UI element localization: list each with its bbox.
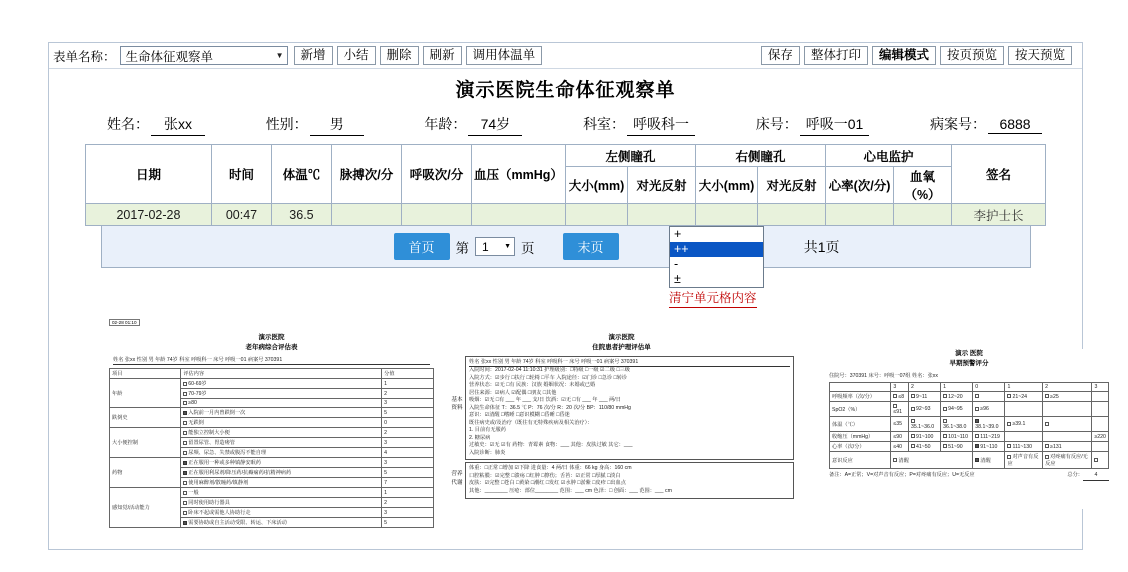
- col-breath: 呼吸次/分: [401, 145, 471, 204]
- thumb1-item: 需要协助或自主活动受限、转运、下床活动: [181, 518, 382, 528]
- table-row[interactable]: [85, 204, 1045, 226]
- thumb1-score: 1: [382, 379, 434, 389]
- thumbnail-previews: [49, 311, 1106, 551]
- thumb3-table: [829, 382, 1109, 469]
- thumb3-cell: 清醒: [973, 452, 1005, 469]
- patient-department-label: 科室：: [583, 116, 626, 132]
- first-page-button[interactable]: 首页: [394, 233, 450, 260]
- thumb3-cell: ≤90: [891, 432, 909, 442]
- summary-button[interactable]: 小结: [337, 46, 376, 65]
- thumb1-item: 尿频、尿急、失禁或腹泻不能自理: [181, 448, 382, 458]
- thumb3-info: 住院号：370391 床号：呼吸一07组 姓名：张xx: [829, 372, 938, 379]
- cell-date[interactable]: 2017-02-28: [85, 204, 211, 226]
- cell-right-pupil-light[interactable]: [757, 204, 825, 226]
- thumb3-row-name: 收缩压（mmHg）: [830, 432, 891, 442]
- thumb3-cell: ≥131: [1043, 442, 1092, 452]
- thumb1-info-line: 姓名 张xx 性别 男 年龄 74岁 科室 呼吸科一 床号 呼吸一01 病案号 370391: [113, 357, 430, 366]
- thumb1-group-name: 大小便控制: [110, 428, 181, 458]
- thumb3-cell: 对疼痛有反应/无反应: [1043, 452, 1092, 469]
- add-button[interactable]: 新增: [294, 46, 333, 65]
- group-right-pupil: 右侧瞳孔: [695, 145, 825, 167]
- thumb3-cell: ≥96: [973, 402, 1005, 417]
- thumb2-section-label-nutrition: 营养代谢: [451, 471, 463, 486]
- thumb2-hospital: 演示医院: [608, 334, 635, 341]
- col-temperature: 体温℃: [271, 145, 331, 204]
- col-blood-pressure: 血压（mmHg）: [471, 145, 565, 204]
- thumb1-group-name: 跌倒史: [110, 408, 181, 428]
- group-left-pupil: 左侧瞳孔: [565, 145, 695, 167]
- cell-right-pupil-size[interactable]: [695, 204, 757, 226]
- patient-age-label: 年龄：: [424, 116, 467, 132]
- dropdown-option-plusplus[interactable]: ++: [670, 242, 763, 257]
- chevron-down-icon: ▼: [504, 243, 512, 250]
- preview-by-page-button[interactable]: 按页预览: [940, 46, 1004, 65]
- patient-gender-value: 男: [310, 114, 364, 136]
- thumb3-cell: [1043, 432, 1092, 442]
- application-window: [48, 42, 1106, 550]
- vitals-table: [85, 144, 1046, 226]
- thumb3-cell: ≤91: [891, 402, 909, 417]
- toolbar-right-group: [761, 46, 1076, 65]
- thumb3-cell: ≤40: [891, 442, 909, 452]
- table-group-header-row: [85, 145, 1045, 167]
- cell-left-pupil-size[interactable]: [565, 204, 627, 226]
- thumb3-cell: ≥39.1: [1005, 417, 1043, 432]
- thumb2-row: 口腔粘膜：☑完整 □溃疡 □红肿 □擦伤；舌苔：☑正常 □厚腻 □淡白: [469, 472, 621, 479]
- thumb3-cell: ≤35: [891, 417, 909, 432]
- thumb2-title: 住院患者护理评估单: [592, 343, 651, 351]
- page-prefix-label: 第: [455, 240, 470, 256]
- thumb1-score: 3: [382, 508, 434, 518]
- thumb1-score: 5: [382, 468, 434, 478]
- thumb2-row: 入院时间：2017-02-04 11:10:31 护理级别：□特级 □一级 ☑二级 □三级: [469, 367, 630, 374]
- patient-record-no-value: 6888: [988, 116, 1042, 134]
- thumb1-item: 60-69岁: [181, 379, 382, 389]
- thumb3-row-name: 呼吸频率（次/分）: [830, 392, 891, 402]
- patient-bed-label: 床号：: [755, 116, 798, 132]
- group-ecg-monitor: 心电监护: [826, 145, 952, 167]
- thumb3-head: [830, 383, 891, 392]
- cell-breath[interactable]: [401, 204, 471, 226]
- thumb3-row-name: 心率（次/分）: [830, 442, 891, 452]
- thumb3-row-name: 体温（℃）: [830, 417, 891, 432]
- thumb3-cell: [1092, 402, 1109, 417]
- thumb3-head: 2: [1043, 383, 1092, 392]
- thumb1-item: 留置尿管、胃造瘘管: [181, 438, 382, 448]
- toolbar: [49, 43, 1082, 69]
- thumb1-item: 同时使用助行器具: [181, 498, 382, 508]
- thumb1-item: 正在服用一种或多种镇静安眠药: [181, 458, 382, 468]
- patient-info: [107, 114, 1042, 136]
- thumb1-hospital: 演示医院: [258, 334, 285, 341]
- col-spo2: 血氧（%）: [894, 167, 952, 204]
- thumb3-cell: [1005, 432, 1043, 442]
- dropdown-option-plus[interactable]: +: [674, 227, 682, 241]
- thumb3-cell: 9~11: [908, 392, 940, 402]
- thumb1-score: 5: [382, 518, 434, 528]
- thumb3-cell: 101~110: [941, 432, 973, 442]
- thumb1-score: 3: [382, 458, 434, 468]
- thumb1-col-content: 评估内容: [181, 369, 382, 379]
- cell-spo2[interactable]: [894, 204, 952, 226]
- thumb2-row: 其他：________ 压疮：部位________ 范围：___ cm 色泽：□ 创面：___ 范围：___ cm: [469, 488, 672, 494]
- thumb1-stamp: 02-28 01:10: [109, 319, 140, 326]
- thumb1-group-name: 感知觉/活动能力: [110, 488, 181, 528]
- cell-heart-rate[interactable]: [826, 204, 894, 226]
- page-title: 演示医院生命体征观察单: [455, 80, 676, 101]
- thumb3-cell: [1092, 452, 1109, 469]
- thumb3-cell: 38.1~39.0: [973, 417, 1005, 432]
- thumb3-cell: [1043, 417, 1092, 432]
- cell-time[interactable]: 00:47: [211, 204, 271, 226]
- patient-name-value: 张xx: [151, 114, 205, 136]
- thumb2-row: 入院诊断：肺炎: [469, 449, 506, 456]
- thumb3-title: 早期预警评分: [949, 359, 989, 367]
- col-left-pupil-size: 大小(mm): [565, 167, 627, 204]
- call-temperature-sheet-button[interactable]: 调用体温单: [466, 46, 543, 65]
- cell-signature[interactable]: 李护士长: [952, 204, 1046, 226]
- col-pulse: 脉搏次/分: [331, 145, 401, 204]
- thumb3-cell: 41~50: [908, 442, 940, 452]
- col-right-pupil-light: 对光反射: [757, 167, 825, 204]
- patient-bed-value: 呼吸一01: [800, 114, 870, 136]
- thumb2-row: 皮肤：☑完整 □苍白 □黄染 □潮红 □发红 ☑水肿 □淤紫 □皮疹 □出血点: [469, 480, 626, 487]
- patient-record-no-label: 病案号：: [930, 116, 987, 132]
- thumb1-item: ≥80: [181, 399, 382, 408]
- thumb3-cell: 94~95: [941, 402, 973, 417]
- thumb3-total: 总分： 4: [1067, 472, 1109, 481]
- patient-department-value: 呼吸科一: [627, 114, 695, 136]
- save-button[interactable]: 保存: [761, 46, 800, 65]
- chevron-down-icon: ▼: [275, 51, 284, 60]
- thumb3-head: 0: [973, 383, 1005, 392]
- col-time: 时间: [211, 145, 271, 204]
- thumb2-header-line: 姓名 张xx 性别 男 年龄 74岁 科室 呼吸科一 床号 呼吸一01 病案号 370391: [469, 359, 790, 368]
- thumb3-cell: [1092, 392, 1109, 402]
- thumb3-cell: 36.1~38.0: [941, 417, 973, 432]
- cell-pulse[interactable]: [331, 204, 401, 226]
- thumb1-item: 无跌倒: [181, 418, 382, 428]
- thumb3-row-name: 意识反应: [830, 452, 891, 469]
- thumb1-col-score: 分值: [382, 369, 434, 379]
- thumb3-cell: 92~93: [908, 402, 940, 417]
- dropdown-option-minus[interactable]: -: [674, 257, 679, 271]
- thumbnail-early-warning-score[interactable]: [829, 349, 1109, 509]
- thumb1-score: 0: [382, 418, 434, 428]
- patient-department: [583, 114, 695, 136]
- thumb3-cell: ≥25: [1043, 392, 1092, 402]
- pager: [101, 226, 1031, 268]
- thumb1-score: 3: [382, 399, 434, 408]
- thumb3-footnote: 备注：A=正常；V=对声音有反应；P=对疼痛有反应；U=无反应: [829, 472, 975, 479]
- page-number-select[interactable]: [475, 237, 515, 256]
- cell-temperature[interactable]: 36.5: [271, 204, 331, 226]
- thumb2-row: 2. 糖尿病: [469, 434, 491, 441]
- thumb3-cell: 51~90: [941, 442, 973, 452]
- thumb1-item: 入院前一月内曾跌倒一次: [181, 408, 382, 418]
- patient-age: [424, 114, 522, 136]
- thumb2-row: 营养状态：☑无 □有 民族：汉族 婚姻状况：未婚或已婚: [469, 382, 596, 389]
- patient-gender: [266, 114, 364, 136]
- thumb2-row: 吸烟：☑无 □有 ___ 年 ___ 支/日 饮酒：☑无 □有 ___ 年 ___ 两/日: [469, 397, 621, 404]
- thumb1-item: 70-79岁: [181, 389, 382, 399]
- thumb3-cell: ≤8: [891, 392, 909, 402]
- thumb2-row: 入院生命体征 T：36.5 ℃ P：76 次/分 R：20 次/分 BP：110/80 mmHg: [469, 404, 631, 411]
- thumb1-score: 2: [382, 428, 434, 438]
- thumb1-table: [109, 368, 434, 528]
- patient-record-no: [930, 114, 1042, 134]
- thumb3-head: 3: [1092, 383, 1109, 392]
- thumb2-section-label-basic: 基本资料: [451, 396, 463, 411]
- thumb3-head: 3: [891, 383, 909, 392]
- col-date: 日期: [85, 145, 211, 204]
- print-all-button[interactable]: 整体打印: [804, 46, 868, 65]
- col-right-pupil-size: 大小(mm): [695, 167, 757, 204]
- thumb1-score: 2: [382, 389, 434, 399]
- col-left-pupil-light: 对光反射: [627, 167, 695, 204]
- thumb1-col-item: 项目: [110, 369, 181, 379]
- thumb2-row: 体重：□正常 □增加 ☑下降 进食量：4 两/日 体重：66 kg 身高：160 cm: [469, 465, 632, 472]
- thumb1-item: 正在服用利尿剂/降压药/抗癫痫药/抗精神病药: [181, 468, 382, 478]
- thumb3-cell: 对声音有反应: [1005, 452, 1043, 469]
- thumb1-score: 5: [382, 408, 434, 418]
- dropdown-option-plusminus[interactable]: ±: [674, 272, 681, 286]
- form-name-select[interactable]: [120, 46, 288, 65]
- thumb3-cell: 清醒: [891, 452, 973, 469]
- form-name-value: 生命体征观察单: [125, 49, 214, 64]
- page-number-value: 1: [482, 239, 489, 254]
- thumb1-score: 7: [382, 478, 434, 488]
- pupil-light-dropdown[interactable]: [669, 226, 764, 288]
- thumb1-item: 卧床不起或需他人协助行走: [181, 508, 382, 518]
- thumb1-group-name: 年龄: [110, 379, 181, 408]
- thumb3-row-name: SpO2（%）: [830, 402, 891, 417]
- thumb3-cell: 91~110: [973, 442, 1005, 452]
- thumb3-cell: [1043, 402, 1092, 417]
- last-page-button[interactable]: 末页: [563, 233, 619, 260]
- cell-left-pupil-light[interactable]: [627, 204, 695, 226]
- thumb1-item: 一般: [181, 488, 382, 498]
- thumb3-cell: [1092, 417, 1109, 432]
- patient-name-label: 姓名：: [107, 116, 149, 132]
- thumb3-cell: 91~100: [908, 432, 940, 442]
- thumb2-row: 居住来源：☑病人 ☑配偶 □朋友 □其他: [469, 389, 557, 396]
- total-pages-label: 共1页: [803, 238, 840, 255]
- patient-bed: [756, 114, 870, 136]
- thumb3-cell: [973, 392, 1005, 402]
- thumb3-hospital: 演示 医院: [955, 350, 983, 357]
- thumbnail-nursing-assessment[interactable]: [449, 333, 794, 545]
- thumb2-row: 入院方式：☑步行 □扶行 □轮椅 □平车 入院途径：☑门诊 □急诊 □转诊: [469, 374, 628, 381]
- col-heart-rate: 心率(次/分): [826, 167, 894, 204]
- thumb2-row: 意识：☑清醒 □嗜睡 □意识模糊 □昏睡 □昏迷: [469, 412, 570, 419]
- thumb1-item: 使用麻醉剂/散瞳药/镇静剂: [181, 478, 382, 488]
- thumb3-head: 1: [1005, 383, 1043, 392]
- thumb3-cell: [1092, 442, 1109, 452]
- thumb3-cell: 111~130: [1005, 442, 1043, 452]
- thumb3-cell: 111~219: [973, 432, 1005, 442]
- col-signature: 签名: [952, 145, 1046, 204]
- thumb1-group-name: 药物: [110, 458, 181, 488]
- thumb3-cell: 35.1~36.0: [908, 417, 940, 432]
- thumb3-cell: ≥220: [1092, 432, 1109, 442]
- thumb3-cell: 12~20: [941, 392, 973, 402]
- thumb2-row: 过敏史：☑无 ☑有 药物：青霉素 食物：___ 其他：皮肤过敏 其它：___: [469, 442, 633, 449]
- thumb1-score: 2: [382, 498, 434, 508]
- thumb3-cell: 21~24: [1005, 392, 1043, 402]
- thumbnail-geriatric-assessment[interactable]: [109, 313, 434, 545]
- refresh-button[interactable]: 刷新: [423, 46, 462, 65]
- thumb3-head: 2: [908, 383, 940, 392]
- clear-cell-hint[interactable]: 清宁单元格内容: [669, 288, 757, 308]
- patient-gender-label: 性别：: [265, 116, 308, 132]
- edit-mode-button[interactable]: 编辑模式: [872, 46, 936, 65]
- patient-age-value: 74岁: [468, 114, 522, 136]
- form-name-label: 表单名称：: [53, 49, 116, 64]
- thumb2-row: 既往病史或/及治疗（既往有无特殊疾病及相关治疗）：: [469, 419, 593, 426]
- cell-blood-pressure[interactable]: [471, 204, 565, 226]
- preview-by-day-button[interactable]: 按天预览: [1008, 46, 1072, 65]
- thumb3-cell: [1005, 402, 1043, 417]
- thumb1-item: 能独立控制大小便: [181, 428, 382, 438]
- delete-button[interactable]: 删除: [380, 46, 419, 65]
- thumb3-head: 1: [941, 383, 973, 392]
- thumb1-score: 1: [382, 488, 434, 498]
- thumb1-title: 老年病综合评估表: [245, 343, 298, 351]
- thumb1-score: 3: [382, 438, 434, 448]
- thumb2-row: 1. 目前有无服药: [469, 427, 506, 434]
- patient-name: [107, 114, 205, 136]
- page-suffix-label: 页: [521, 240, 535, 256]
- thumb1-score: 4: [382, 448, 434, 458]
